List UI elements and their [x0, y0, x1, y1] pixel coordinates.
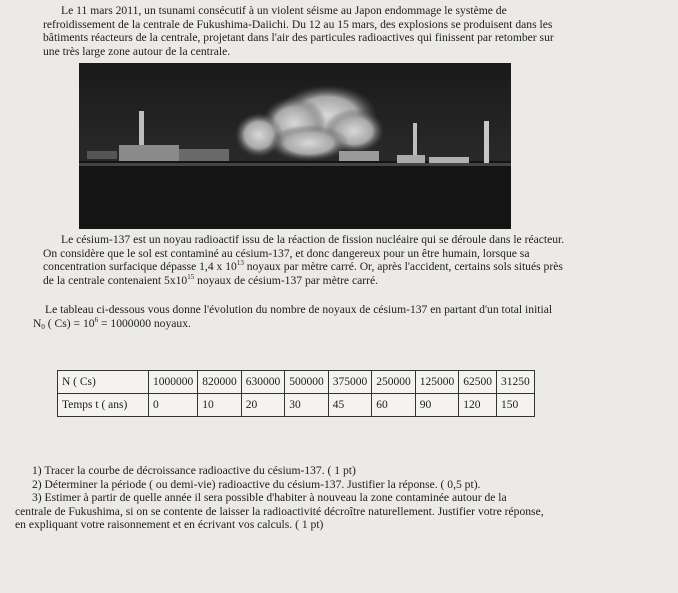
table-cell: 10 [198, 394, 242, 417]
table-row-t [58, 394, 535, 417]
question-3-line-2: centrale de Fukushima, si on se contente de laisser la radioactivité décroître naturellement. Justifier votre réponse, [15, 504, 544, 518]
questions-block [15, 464, 665, 532]
table-intro-paragraph [33, 303, 663, 330]
cesium-line-3 [43, 260, 658, 274]
table-cell: 1000000 [149, 371, 198, 394]
n0-exponent: 6 [94, 315, 99, 324]
n0-eq: ( Cs) = 10 [44, 316, 95, 330]
n0-value: = 1000000 noyaux. [98, 316, 191, 330]
question-3-line-3: en expliquant votre raisonnement et en écrivant vos calculs. ( 1 pt) [15, 518, 324, 531]
row-label-t: Temps t ( ans) [58, 394, 149, 417]
cesium-line-4a: de la centrale contenaient 5x10 [43, 273, 188, 287]
intro-line-4: une très large zone autour de la centrale. [43, 44, 231, 58]
cesium-line-2: On considère que le sol est contaminé au césium-137, et donc dangereux pour un être humain, lorsque sa [43, 246, 530, 260]
table-intro-line-1: Le tableau ci-dessous vous donne l'évolution du nombre de noyaux de césium-137 en partant d'un total initial [45, 303, 553, 316]
cesium-line-3b: noyaux par mètre carré. Or, après l'accident, certains sols situés près [243, 260, 563, 273]
table-cell: 0 [149, 394, 198, 417]
table-cell: 120 [459, 394, 497, 417]
table-cell: 90 [415, 394, 459, 417]
fukushima-photo-image [79, 63, 511, 229]
cesium-line-4b: noyaux de césium-137 par mètre carré. [194, 273, 379, 287]
table-cell: 820000 [198, 371, 242, 394]
row-label-n: N ( Cs) [58, 371, 149, 394]
table-cell: 60 [372, 394, 416, 417]
decay-table [57, 370, 535, 417]
cesium-line-1: Le césium-137 est un noyau radioactif issu de la réaction de fission nucléaire qui se déroule dans le réacteur. [61, 233, 565, 246]
table-cell: 45 [328, 394, 372, 417]
intro-line-1: Le 11 mars 2011, un tsunami consécutif à un violent séisme au Japon endommage le système de [61, 4, 507, 17]
table-cell: 125000 [415, 371, 459, 394]
table-cell: 375000 [328, 371, 372, 394]
table-cell: 62500 [459, 371, 497, 394]
table-cell: 31250 [497, 371, 535, 394]
intro-line-3: bâtiments réacteurs de la centrale, projetant dans l'air des particules radioactives qui finissent par retomber sur [43, 31, 554, 44]
question-2: 2) Déterminer la période ( ou demi-vie) radioactive du césium-137. Justifier la réponse. ( 0,5 pt). [32, 477, 481, 491]
intro-paragraph [43, 4, 643, 58]
table-cell: 20 [241, 394, 285, 417]
table-row-n [58, 371, 535, 394]
table-cell: 630000 [241, 371, 285, 394]
table-cell: 30 [285, 394, 329, 417]
question-1: 1) Tracer la courbe de décroissance radioactive du césium-137. ( 1 pt) [32, 464, 356, 477]
cesium-paragraph [43, 233, 658, 287]
table-cell: 250000 [372, 371, 416, 394]
n0-subscript: 0 [41, 322, 45, 331]
table-intro-line-2 [33, 317, 663, 331]
table-cell: 150 [497, 394, 535, 417]
question-3-line-1: 3) Estimer à partir de quelle année il sera possible d'habiter à nouveau la zone contaminée autour de la [32, 491, 507, 504]
threshold-exponent: 13 [236, 259, 244, 267]
cesium-line-3a: concentration surfacique dépasse 1,4 x 10 [43, 260, 237, 273]
fukushima-photo [79, 63, 511, 229]
cesium-line-4 [43, 274, 658, 288]
n0-symbol: N [33, 316, 42, 330]
measured-exponent: 15 [187, 272, 195, 281]
intro-line-2: refroidissement de la centrale de Fukushima-Daiichi. Du 12 au 15 mars, des explosions se produisent dans les [43, 17, 553, 31]
table-cell: 500000 [285, 371, 329, 394]
